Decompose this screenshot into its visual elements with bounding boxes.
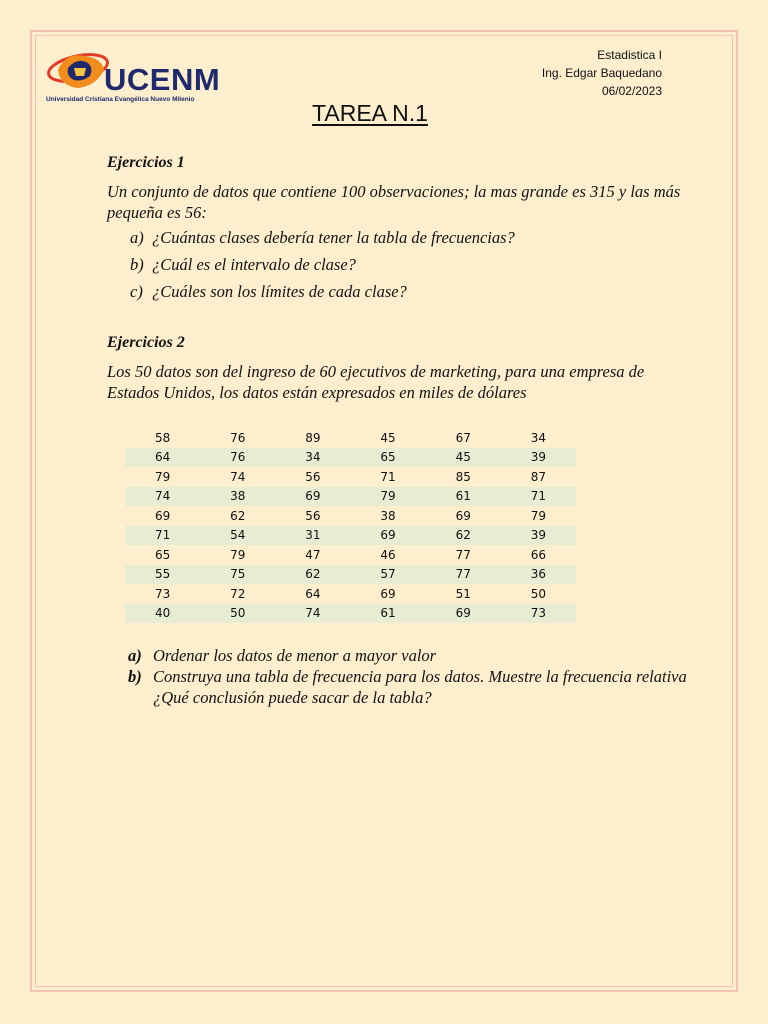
table-cell: 34 [530,430,547,445]
table-cell: 36 [501,565,576,585]
table-cell: 46 [380,547,396,562]
table-cell: 38 [200,487,275,507]
table-cell: 65 [154,547,171,562]
task-label: a) [128,646,142,665]
table-cell: 55 [125,565,200,585]
table-cell: 71 [125,526,200,546]
table-cell: 58 [154,430,171,445]
table-row [125,584,576,604]
exercise-1-heading: Ejercicios 1 [107,154,185,171]
table-cell: 64 [125,448,200,468]
table-cell: 79 [154,469,171,484]
table-cell: 79 [350,487,425,507]
table-cell: 56 [305,469,321,484]
table-cell: 62 [275,565,350,585]
table-cell: 76 [230,430,246,445]
question-label: b) [130,255,144,274]
question-text: ¿Cuál es el intervalo de clase? [152,255,356,274]
task-item [128,666,688,708]
table-cell: 62 [426,526,501,546]
table-cell: 61 [350,604,425,624]
exercise-1-text: Un conjunto de datos que contiene 100 observaciones; la mas grande es 315 y las más pequeña es 56: [107,182,681,222]
table-cell: 72 [230,586,246,601]
income-data-table [125,428,576,623]
table-cell: 79 [530,508,547,523]
table-row [125,487,576,507]
table-cell: 79 [230,547,246,562]
table-cell: 69 [275,487,350,507]
table-cell: 74 [125,487,200,507]
table-row [125,545,576,565]
table-cell: 40 [125,604,200,624]
table-cell: 38 [380,508,396,523]
question-label: a) [130,228,144,247]
table-row [125,604,576,624]
table-cell: 87 [530,469,547,484]
table-cell: 69 [455,508,471,523]
table-cell: 75 [200,565,275,585]
table-cell: 73 [154,586,171,601]
exercise-1-question [130,255,356,275]
table-cell: 51 [455,586,471,601]
table-cell: 69 [154,508,171,523]
table-row [125,506,576,526]
exercise-1-question [130,228,515,248]
table-cell: 45 [380,430,396,445]
table-cell: 65 [350,448,425,468]
table-cell: 71 [380,469,396,484]
table-row [125,467,576,487]
assignment-date: 06/02/2023 [601,84,662,98]
table-cell: 64 [305,586,321,601]
task-text: Ordenar los datos de menor a mayor valor [153,646,437,665]
table-cell: 73 [501,604,576,624]
table-cell: 69 [380,586,396,601]
task-item [128,645,688,666]
table-cell: 39 [501,526,576,546]
table-cell: 34 [275,448,350,468]
table-row [125,565,576,585]
course-name: Estadistica I [597,48,662,62]
exercise-2-text: Los 50 datos son del ingreso de 60 ejecutivos de marketing, para una empresa de Estados Unidos, los datos están expresados en miles de dólares [107,362,645,402]
task-text: Construya una tabla de frecuencia para los datos. Muestre la frecuencia relativa ¿Qué conclusión puede sacar de la tabla? [153,667,687,707]
table-cell: 54 [200,526,275,546]
university-logo [46,48,242,108]
table-cell: 77 [455,547,471,562]
table-cell: 89 [305,430,321,445]
exercise-1-question [130,282,407,302]
table-cell: 67 [455,430,471,445]
instructor-name: Ing. Edgar Baquedano [541,66,662,80]
header-info [542,46,662,100]
logo-wordmark: UCENM [104,62,221,97]
table-cell: 56 [305,508,321,523]
table-cell: 50 [530,586,547,601]
table-cell: 57 [350,565,425,585]
table-row [125,526,576,546]
question-text: ¿Cuántas clases debería tener la tabla de frecuencias? [152,228,515,247]
table-cell: 69 [426,604,501,624]
table-cell: 74 [230,469,246,484]
table-row [125,448,576,468]
table-cell: 50 [200,604,275,624]
table-cell: 85 [455,469,471,484]
table-cell: 69 [350,526,425,546]
table-cell: 76 [200,448,275,468]
table-cell: 62 [230,508,246,523]
table-cell: 31 [275,526,350,546]
exercise-2-tasks [128,645,688,708]
question-text: ¿Cuáles son los límites de cada clase? [152,282,407,301]
logo-subtitle: Universidad Cristiana Evangélica Nuevo Milenio [46,96,195,103]
table-cell: 47 [305,547,321,562]
table-cell: 74 [275,604,350,624]
question-label: c) [130,282,143,301]
table-cell: 61 [426,487,501,507]
table-row [125,428,576,448]
task-label: b) [128,667,142,686]
table-cell: 45 [426,448,501,468]
table-cell: 77 [426,565,501,585]
page-title: TAREA N.1 [312,100,428,126]
table-cell: 71 [501,487,576,507]
exercise-2-heading: Ejercicios 2 [107,334,185,351]
table-cell: 39 [501,448,576,468]
table-cell: 66 [530,547,547,562]
